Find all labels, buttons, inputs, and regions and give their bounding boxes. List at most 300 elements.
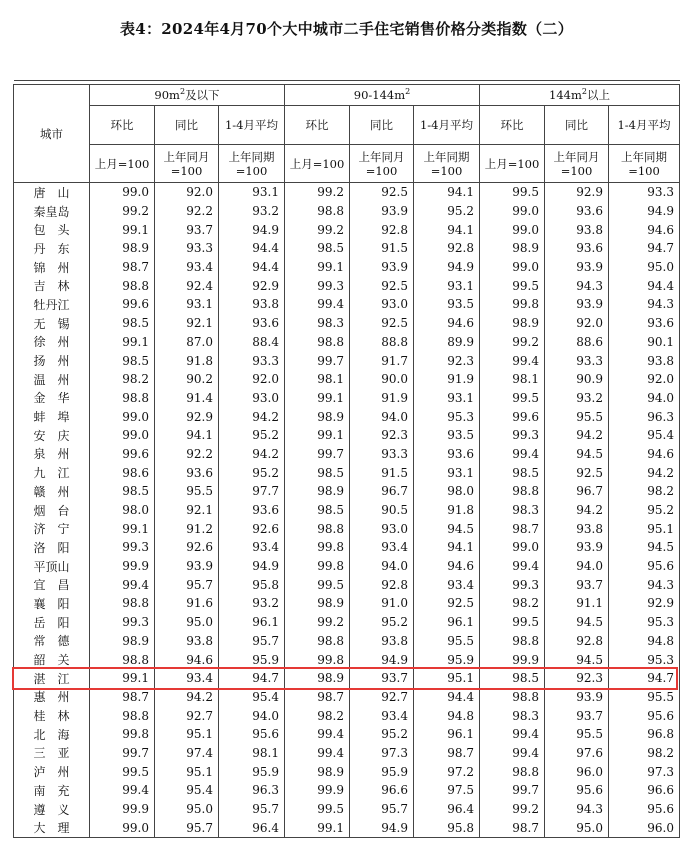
city-cell: 岳 阳 — [14, 613, 90, 632]
value-cell: 99.9 — [90, 800, 155, 819]
group-header-large: $144m^2$以上 — [480, 85, 680, 106]
value-cell: 93.0 — [219, 389, 285, 408]
value-cell: 93.5 — [414, 426, 480, 445]
value-cell: 99.4 — [285, 744, 350, 763]
value-cell: 99.9 — [480, 650, 545, 669]
value-cell: 94.5 — [545, 650, 609, 669]
value-cell: 93.8 — [219, 295, 285, 314]
value-cell: 92.8 — [350, 220, 414, 239]
value-cell: 92.3 — [350, 426, 414, 445]
value-cell: 99.0 — [90, 426, 155, 445]
value-cell: 98.9 — [285, 669, 350, 688]
value-cell: 98.1 — [285, 370, 350, 389]
value-cell: 94.0 — [545, 557, 609, 576]
value-cell: 93.6 — [219, 314, 285, 333]
value-cell: 94.3 — [545, 276, 609, 295]
value-cell: 98.9 — [90, 632, 155, 651]
city-cell: 泉 州 — [14, 445, 90, 464]
table-row — [14, 557, 680, 576]
value-cell: 98.8 — [90, 389, 155, 408]
city-cell: 扬 州 — [14, 351, 90, 370]
value-cell: 96.4 — [219, 818, 285, 837]
value-cell: 98.2 — [609, 744, 680, 763]
table-row — [14, 482, 680, 501]
value-cell: 99.2 — [480, 333, 545, 352]
value-cell: 98.5 — [90, 314, 155, 333]
base-header: 上月=100 — [90, 145, 155, 183]
value-cell: 98.0 — [414, 482, 480, 501]
value-cell: 98.7 — [480, 818, 545, 837]
value-cell: 94.7 — [609, 669, 680, 688]
value-cell: 92.8 — [545, 632, 609, 651]
value-cell: 99.1 — [90, 669, 155, 688]
column-header-avg: 1-4月平均 — [609, 106, 680, 145]
value-cell: 98.9 — [285, 407, 350, 426]
value-cell: 90.5 — [350, 501, 414, 520]
value-cell: 96.6 — [609, 781, 680, 800]
value-cell: 92.0 — [545, 314, 609, 333]
value-cell: 93.7 — [155, 220, 219, 239]
value-cell: 99.1 — [90, 220, 155, 239]
value-cell: 95.3 — [609, 650, 680, 669]
value-cell: 99.4 — [480, 445, 545, 464]
city-cell: 蚌 埠 — [14, 407, 90, 426]
value-cell: 94.7 — [219, 669, 285, 688]
value-cell: 93.4 — [414, 575, 480, 594]
value-cell: 91.5 — [350, 463, 414, 482]
value-cell: 91.9 — [414, 370, 480, 389]
value-cell: 95.2 — [219, 426, 285, 445]
value-cell: 99.1 — [285, 258, 350, 277]
group-header-medium: $90-144m^2$ — [285, 85, 480, 106]
value-cell: 94.6 — [609, 220, 680, 239]
value-cell: 94.3 — [545, 800, 609, 819]
value-cell: 99.7 — [480, 781, 545, 800]
value-cell: 98.8 — [285, 333, 350, 352]
city-cell: 吉 林 — [14, 276, 90, 295]
value-cell: 97.3 — [350, 744, 414, 763]
city-cell: 宜 昌 — [14, 575, 90, 594]
value-cell: 99.6 — [480, 407, 545, 426]
value-cell: 95.1 — [609, 519, 680, 538]
table-row — [14, 463, 680, 482]
value-cell: 95.8 — [219, 575, 285, 594]
table-row — [14, 688, 680, 707]
value-cell: 97.3 — [609, 762, 680, 781]
value-cell: 98.3 — [480, 501, 545, 520]
value-cell: 95.2 — [350, 613, 414, 632]
value-cell: 94.9 — [219, 220, 285, 239]
value-cell: 95.9 — [350, 762, 414, 781]
city-cell: 洛 阳 — [14, 538, 90, 557]
city-cell: 北 海 — [14, 725, 90, 744]
value-cell: 93.9 — [545, 295, 609, 314]
value-cell: 98.9 — [285, 594, 350, 613]
value-cell: 94.9 — [219, 557, 285, 576]
value-cell: 96.0 — [545, 762, 609, 781]
value-cell: 92.4 — [155, 276, 219, 295]
value-cell: 93.9 — [545, 688, 609, 707]
price-index-table — [13, 80, 680, 838]
value-cell: 92.8 — [350, 575, 414, 594]
value-cell: 95.4 — [219, 688, 285, 707]
value-cell: 93.4 — [155, 258, 219, 277]
value-cell: 98.2 — [609, 482, 680, 501]
table-row — [14, 220, 680, 239]
value-cell: 89.9 — [414, 333, 480, 352]
value-cell: 93.5 — [414, 295, 480, 314]
city-cell: 韶 关 — [14, 650, 90, 669]
value-cell: 99.3 — [90, 613, 155, 632]
value-cell: 96.1 — [414, 725, 480, 744]
value-cell: 92.2 — [155, 202, 219, 221]
value-cell: 98.1 — [219, 744, 285, 763]
value-cell: 95.5 — [414, 632, 480, 651]
value-cell: 94.4 — [219, 258, 285, 277]
value-cell: 99.2 — [285, 183, 350, 202]
value-cell: 98.8 — [480, 482, 545, 501]
value-cell: 88.6 — [545, 333, 609, 352]
value-cell: 95.2 — [350, 725, 414, 744]
value-cell: 95.2 — [609, 501, 680, 520]
table-row — [14, 370, 680, 389]
value-cell: 99.3 — [480, 575, 545, 594]
value-cell: 99.7 — [285, 445, 350, 464]
value-cell: 99.2 — [480, 800, 545, 819]
value-cell: 87.0 — [155, 333, 219, 352]
value-cell: 99.7 — [285, 351, 350, 370]
value-cell: 95.5 — [609, 688, 680, 707]
value-cell: 98.5 — [480, 463, 545, 482]
value-cell: 94.1 — [414, 183, 480, 202]
value-cell: 92.5 — [414, 594, 480, 613]
value-cell: 99.1 — [90, 519, 155, 538]
value-cell: 99.8 — [285, 650, 350, 669]
value-cell: 98.8 — [285, 519, 350, 538]
base-header: 上年同期=100 — [414, 145, 480, 183]
value-cell: 94.5 — [545, 445, 609, 464]
value-cell: 99.2 — [285, 220, 350, 239]
value-cell: 94.8 — [609, 632, 680, 651]
value-cell: 96.7 — [545, 482, 609, 501]
value-cell: 98.9 — [285, 762, 350, 781]
value-cell: 93.1 — [414, 389, 480, 408]
value-cell: 99.1 — [285, 389, 350, 408]
value-cell: 94.2 — [545, 501, 609, 520]
value-cell: 94.2 — [219, 407, 285, 426]
table-row — [14, 744, 680, 763]
value-cell: 92.1 — [155, 501, 219, 520]
value-cell: 98.8 — [480, 688, 545, 707]
value-cell: 95.5 — [545, 725, 609, 744]
value-cell: 90.1 — [609, 333, 680, 352]
value-cell: 94.9 — [350, 650, 414, 669]
table-row — [14, 725, 680, 744]
value-cell: 94.6 — [414, 557, 480, 576]
value-cell: 92.9 — [155, 407, 219, 426]
value-cell: 95.0 — [155, 613, 219, 632]
city-cell: 锦 州 — [14, 258, 90, 277]
value-cell: 98.2 — [480, 594, 545, 613]
value-cell: 98.8 — [480, 632, 545, 651]
value-cell: 97.7 — [219, 482, 285, 501]
page-title: 表4：2024年4月70个大中城市二手住宅销售价格分类指数（二） — [119, 20, 574, 38]
value-cell: 95.5 — [155, 482, 219, 501]
value-cell: 94.9 — [350, 818, 414, 837]
value-cell: 94.1 — [414, 220, 480, 239]
value-cell: 98.2 — [90, 370, 155, 389]
value-cell: 93.8 — [609, 351, 680, 370]
table-row — [14, 407, 680, 426]
table-row — [14, 501, 680, 520]
value-cell: 99.8 — [285, 538, 350, 557]
city-cell: 济 宁 — [14, 519, 90, 538]
value-cell: 95.0 — [155, 800, 219, 819]
value-cell: 95.0 — [545, 818, 609, 837]
value-cell: 99.5 — [285, 575, 350, 594]
value-cell: 95.6 — [219, 725, 285, 744]
value-cell: 95.6 — [545, 781, 609, 800]
value-cell: 92.6 — [155, 538, 219, 557]
value-cell: 98.9 — [480, 314, 545, 333]
base-header: 上年同期=100 — [219, 145, 285, 183]
value-cell: 94.3 — [609, 295, 680, 314]
value-cell: 96.1 — [219, 613, 285, 632]
value-cell: 94.2 — [155, 688, 219, 707]
value-cell: 94.4 — [609, 276, 680, 295]
value-cell: 93.4 — [350, 706, 414, 725]
value-cell: 95.7 — [350, 800, 414, 819]
value-cell: 93.6 — [609, 314, 680, 333]
value-cell: 94.2 — [219, 445, 285, 464]
table-row — [14, 538, 680, 557]
value-cell: 92.6 — [219, 519, 285, 538]
value-cell: 98.9 — [90, 239, 155, 258]
value-cell: 99.0 — [480, 202, 545, 221]
city-cell: 湛 江 — [14, 669, 90, 688]
value-cell: 94.0 — [350, 557, 414, 576]
value-cell: 95.3 — [609, 613, 680, 632]
value-cell: 92.8 — [414, 239, 480, 258]
value-cell: 92.1 — [155, 314, 219, 333]
value-cell: 99.4 — [480, 351, 545, 370]
value-cell: 98.9 — [285, 482, 350, 501]
value-cell: 92.9 — [545, 183, 609, 202]
value-cell: 98.8 — [90, 706, 155, 725]
column-header-avg: 1-4月平均 — [219, 106, 285, 145]
city-cell: 泸 州 — [14, 762, 90, 781]
city-header: 城市 — [14, 85, 90, 183]
value-cell: 92.0 — [609, 370, 680, 389]
column-header-mom: 环比 — [90, 106, 155, 145]
base-header: 上年同月=100 — [155, 145, 219, 183]
value-cell: 94.9 — [414, 258, 480, 277]
value-cell: 99.0 — [90, 183, 155, 202]
value-cell: 98.8 — [285, 202, 350, 221]
value-cell: 93.6 — [219, 501, 285, 520]
value-cell: 93.3 — [350, 445, 414, 464]
value-cell: 95.7 — [155, 818, 219, 837]
value-cell: 99.5 — [480, 183, 545, 202]
value-cell: 98.5 — [480, 669, 545, 688]
city-cell: 南 充 — [14, 781, 90, 800]
value-cell: 94.5 — [545, 613, 609, 632]
table-row — [14, 389, 680, 408]
table-row — [14, 333, 680, 352]
value-cell: 88.8 — [350, 333, 414, 352]
table-row — [14, 183, 680, 202]
value-cell: 93.3 — [155, 239, 219, 258]
value-cell: 93.1 — [155, 295, 219, 314]
value-cell: 99.5 — [480, 389, 545, 408]
column-header-yoy: 同比 — [350, 106, 414, 145]
value-cell: 98.8 — [480, 762, 545, 781]
value-cell: 95.6 — [609, 706, 680, 725]
value-cell: 99.5 — [90, 762, 155, 781]
value-cell: 96.3 — [219, 781, 285, 800]
value-cell: 94.4 — [219, 239, 285, 258]
value-cell: 96.8 — [609, 725, 680, 744]
value-cell: 93.1 — [414, 276, 480, 295]
value-cell: 94.3 — [609, 575, 680, 594]
value-cell: 93.8 — [155, 632, 219, 651]
value-cell: 97.4 — [155, 744, 219, 763]
base-header: 上年同期=100 — [609, 145, 680, 183]
base-header: 上月=100 — [480, 145, 545, 183]
value-cell: 95.1 — [414, 669, 480, 688]
value-cell: 96.0 — [609, 818, 680, 837]
value-cell: 92.3 — [545, 669, 609, 688]
value-cell: 99.4 — [285, 295, 350, 314]
table-row — [14, 818, 680, 837]
value-cell: 95.0 — [609, 258, 680, 277]
value-cell: 93.9 — [545, 258, 609, 277]
value-cell: 93.9 — [350, 258, 414, 277]
value-cell: 99.4 — [285, 725, 350, 744]
value-cell: 95.2 — [414, 202, 480, 221]
city-cell: 徐 州 — [14, 333, 90, 352]
table-row — [14, 650, 680, 669]
value-cell: 99.9 — [285, 781, 350, 800]
value-cell: 91.9 — [350, 389, 414, 408]
base-header: 上年同月=100 — [350, 145, 414, 183]
value-cell: 98.8 — [90, 650, 155, 669]
table-row — [14, 632, 680, 651]
value-cell: 93.1 — [414, 463, 480, 482]
value-cell: 91.5 — [350, 239, 414, 258]
value-cell: 95.7 — [219, 632, 285, 651]
value-cell: 99.3 — [90, 538, 155, 557]
city-cell: 大 理 — [14, 818, 90, 837]
value-cell: 98.5 — [285, 239, 350, 258]
value-cell: 92.5 — [350, 314, 414, 333]
value-cell: 95.9 — [414, 650, 480, 669]
table-row — [14, 351, 680, 370]
city-cell: 包 头 — [14, 220, 90, 239]
value-cell: 91.4 — [155, 389, 219, 408]
value-cell: 88.4 — [219, 333, 285, 352]
value-cell: 95.1 — [155, 762, 219, 781]
value-cell: 91.6 — [155, 594, 219, 613]
value-cell: 92.3 — [414, 351, 480, 370]
table-row — [14, 706, 680, 725]
table-row — [14, 575, 680, 594]
city-cell: 九 江 — [14, 463, 90, 482]
value-cell: 93.8 — [545, 519, 609, 538]
column-header-yoy: 同比 — [155, 106, 219, 145]
value-cell: 98.9 — [480, 239, 545, 258]
value-cell: 98.7 — [90, 258, 155, 277]
value-cell: 93.6 — [155, 463, 219, 482]
value-cell: 98.5 — [285, 501, 350, 520]
value-cell: 93.7 — [545, 706, 609, 725]
value-cell: 99.4 — [480, 744, 545, 763]
value-cell: 95.2 — [219, 463, 285, 482]
city-cell: 烟 台 — [14, 501, 90, 520]
value-cell: 92.7 — [350, 688, 414, 707]
table-row — [14, 239, 680, 258]
value-cell: 93.6 — [545, 202, 609, 221]
value-cell: 90.0 — [350, 370, 414, 389]
table-row — [14, 445, 680, 464]
table-row — [14, 258, 680, 277]
value-cell: 98.8 — [285, 632, 350, 651]
value-cell: 94.1 — [414, 538, 480, 557]
value-cell: 95.4 — [609, 426, 680, 445]
value-cell: 95.4 — [155, 781, 219, 800]
value-cell: 98.2 — [285, 706, 350, 725]
value-cell: 94.9 — [609, 202, 680, 221]
value-cell: 90.2 — [155, 370, 219, 389]
value-cell: 95.3 — [414, 407, 480, 426]
value-cell: 98.8 — [90, 276, 155, 295]
table-row — [14, 594, 680, 613]
value-cell: 91.0 — [350, 594, 414, 613]
value-cell: 99.3 — [285, 276, 350, 295]
value-cell: 99.4 — [480, 557, 545, 576]
value-cell: 99.1 — [285, 426, 350, 445]
table-row — [14, 426, 680, 445]
value-cell: 93.7 — [545, 575, 609, 594]
value-cell: 93.3 — [545, 351, 609, 370]
value-cell: 90.9 — [545, 370, 609, 389]
city-cell: 桂 林 — [14, 706, 90, 725]
value-cell: 95.8 — [414, 818, 480, 837]
value-cell: 97.5 — [414, 781, 480, 800]
value-cell: 94.6 — [155, 650, 219, 669]
value-cell: 93.4 — [155, 669, 219, 688]
table-row — [14, 202, 680, 221]
value-cell: 92.2 — [155, 445, 219, 464]
city-cell: 惠 州 — [14, 688, 90, 707]
value-cell: 94.1 — [155, 426, 219, 445]
value-cell: 99.4 — [480, 725, 545, 744]
value-cell: 99.1 — [90, 333, 155, 352]
value-cell: 98.1 — [480, 370, 545, 389]
value-cell: 94.5 — [609, 538, 680, 557]
value-cell: 91.7 — [350, 351, 414, 370]
value-cell: 91.1 — [545, 594, 609, 613]
value-cell: 98.7 — [414, 744, 480, 763]
value-cell: 93.9 — [155, 557, 219, 576]
value-cell: 93.7 — [350, 669, 414, 688]
group-header-small: $90m^2$及以下 — [90, 85, 285, 106]
value-cell: 99.0 — [480, 258, 545, 277]
value-cell: 94.7 — [609, 239, 680, 258]
value-cell: 98.6 — [90, 463, 155, 482]
value-cell: 98.5 — [285, 463, 350, 482]
city-cell: 温 州 — [14, 370, 90, 389]
